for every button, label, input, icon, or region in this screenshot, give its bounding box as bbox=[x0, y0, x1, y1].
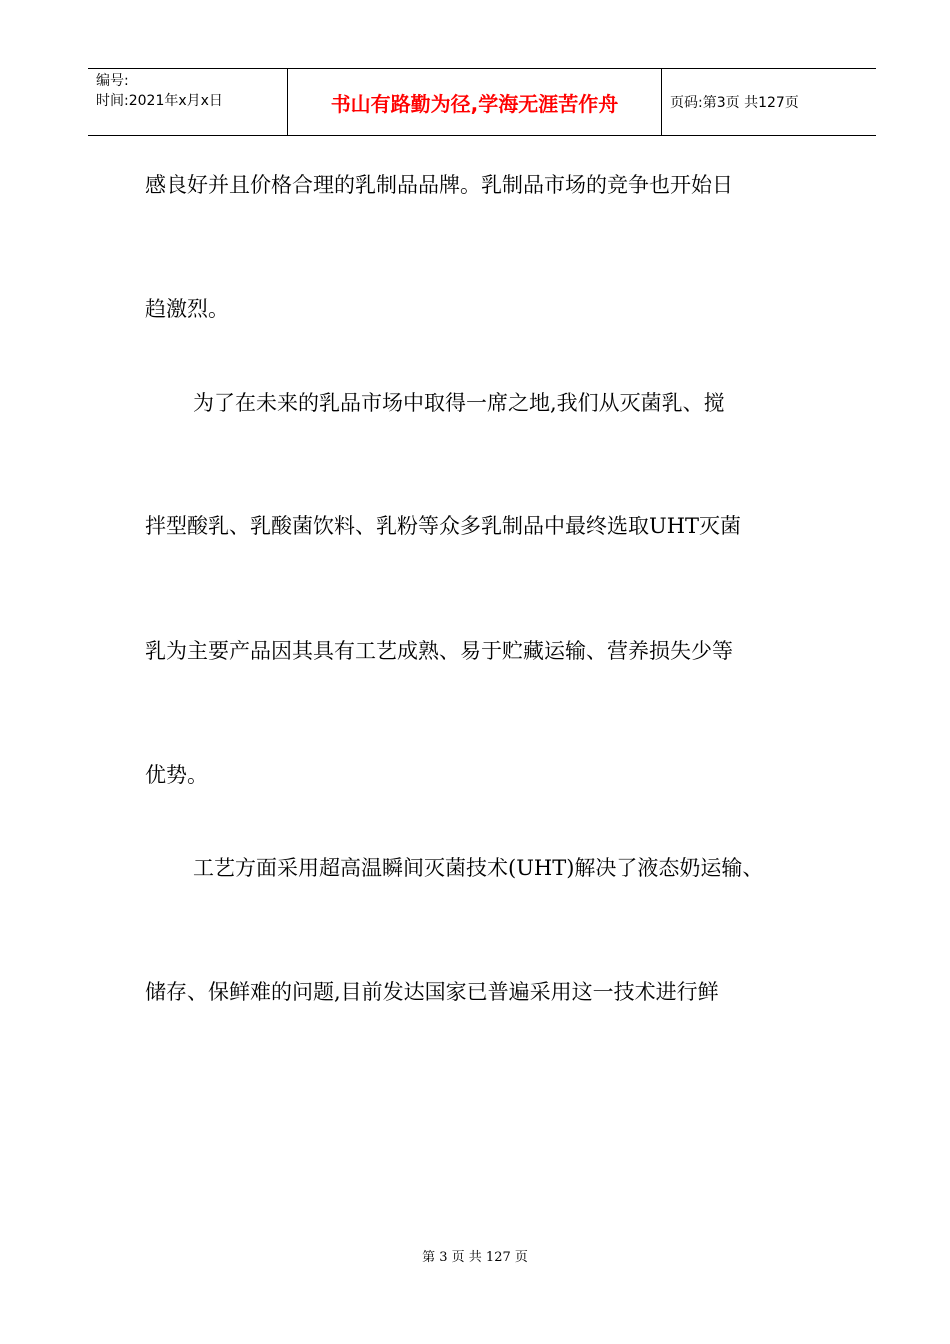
header-meta bbox=[88, 69, 288, 135]
body-line-1: 感良好并且价格合理的乳制品品牌。乳制品市场的竞争也开始日 bbox=[145, 173, 733, 197]
header-page-info-cell bbox=[662, 69, 876, 135]
body-line-2: 趋激烈。 bbox=[145, 297, 229, 321]
number-label: 编号: bbox=[96, 73, 129, 89]
page-info: 页码:第3页 共127页 bbox=[670, 95, 799, 111]
body-line-8: 储存、保鲜难的问题,目前发达国家已普遍采用这一技术进行鲜 bbox=[145, 980, 719, 1004]
body-line-7: 工艺方面采用超高温瞬间灭菌技术(UHT)解决了液态奶运输、 bbox=[193, 856, 764, 880]
body-line-5: 乳为主要产品因其具有工艺成熟、易于贮藏运输、营养损失少等 bbox=[145, 639, 733, 663]
page-footer: 第 3 页 共 127 页 bbox=[422, 1250, 528, 1265]
body-line-4: 拌型酸乳、乳酸菌饮料、乳粉等众多乳制品中最终选取UHT灭菌 bbox=[145, 514, 742, 538]
time-label: 时间:2021年x月x日 bbox=[96, 93, 223, 109]
header-motto-cell bbox=[288, 69, 662, 135]
motto: 书山有路勤为径,学海无涯苦作舟 bbox=[330, 91, 619, 116]
body-line-6: 优势。 bbox=[145, 763, 208, 787]
body-line-3: 为了在未来的乳品市场中取得一席之地,我们从灭菌乳、搅 bbox=[193, 391, 725, 415]
page-header bbox=[88, 68, 876, 136]
